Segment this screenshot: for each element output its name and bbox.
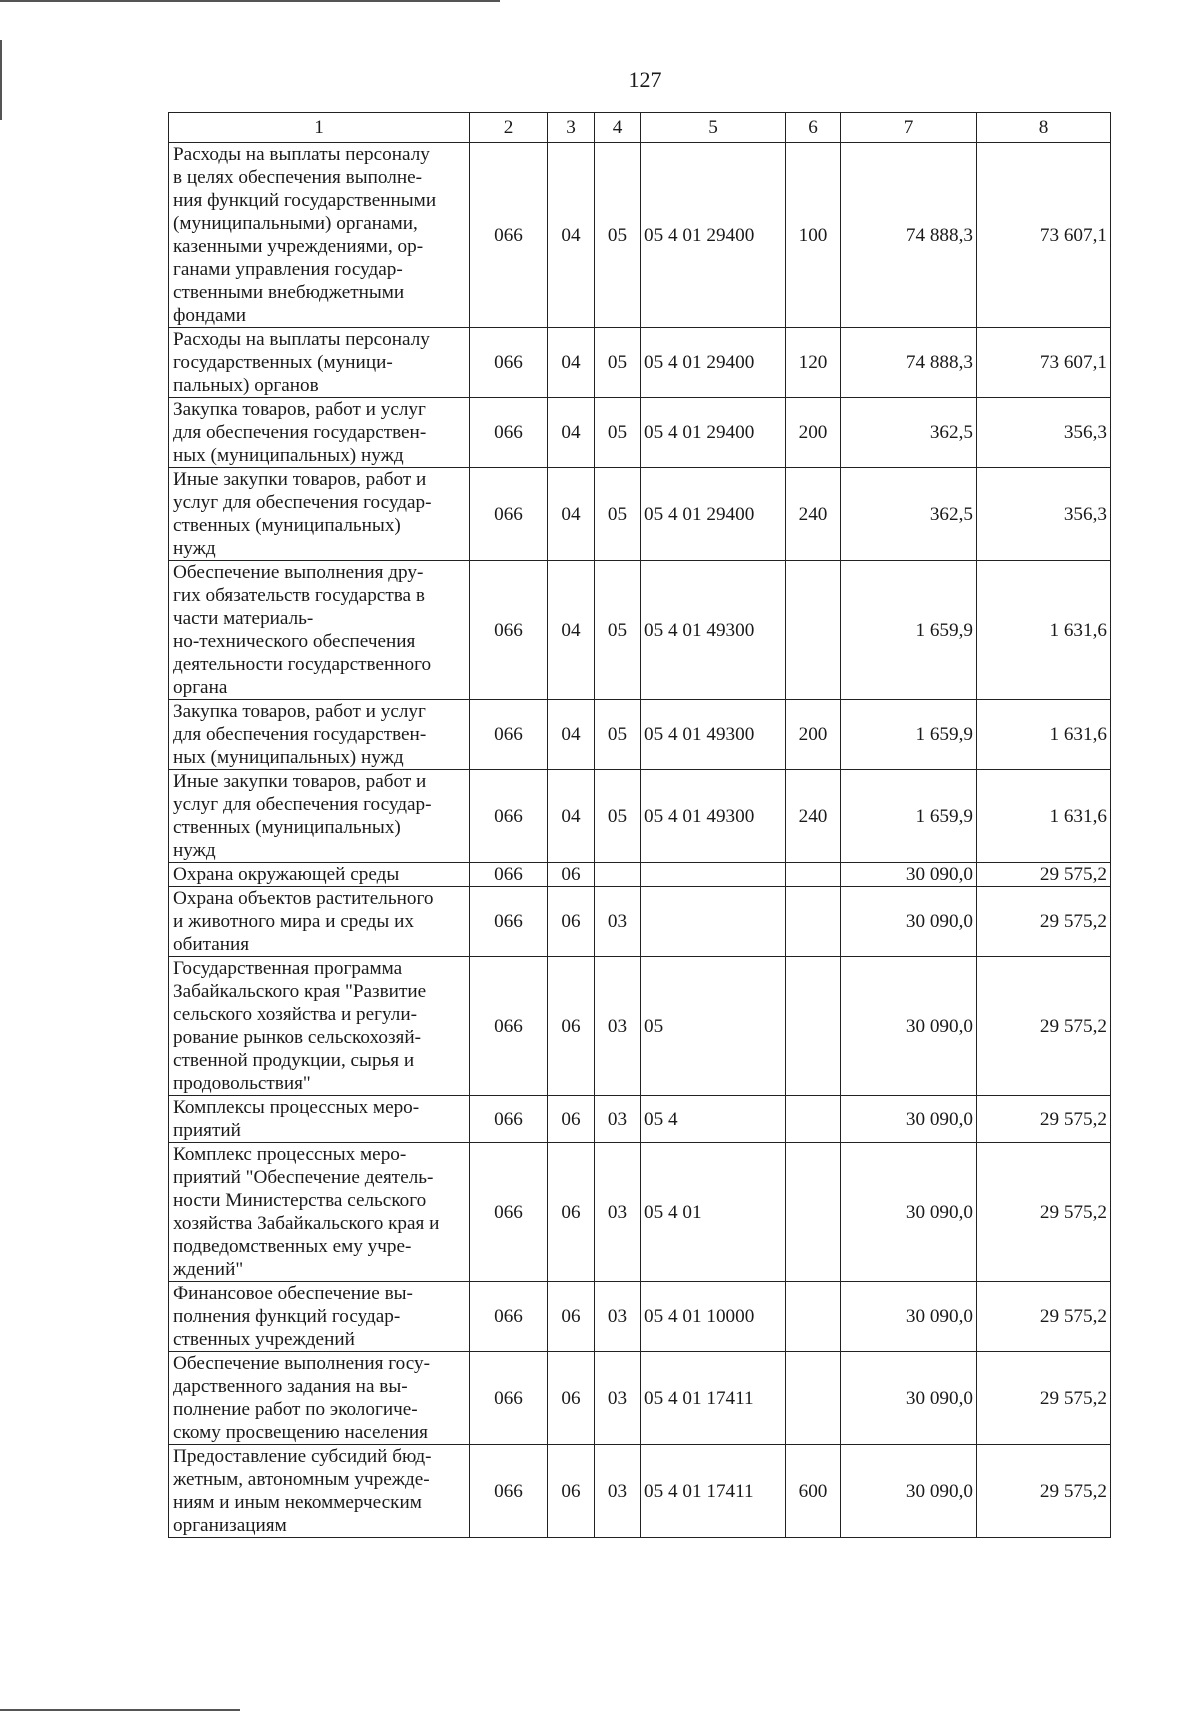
subsection-code-cell: [595, 863, 641, 887]
target-article-cell: 05 4: [641, 1096, 786, 1143]
column-header-6: 6: [786, 113, 841, 143]
subsection-code-cell: 05: [595, 700, 641, 770]
subsection-code-cell: 03: [595, 1096, 641, 1143]
table-body: [169, 143, 1111, 1538]
amount-year2-cell: 356,3: [977, 468, 1111, 561]
department-code-cell: 066: [470, 1282, 548, 1352]
section-code-cell: 04: [548, 700, 595, 770]
amount-year1-cell: 1 659,9: [841, 770, 977, 863]
subsection-code-cell: 05: [595, 468, 641, 561]
department-code-cell: 066: [470, 957, 548, 1096]
target-article-cell: 05 4 01 17411: [641, 1352, 786, 1445]
row-name-cell: Иные закупки товаров, работ и услуг для обеспечения государ- ственных (муниципальных) нужд: [169, 468, 470, 561]
section-code-cell: 06: [548, 1096, 595, 1143]
target-article-cell: 05 4 01 29400: [641, 328, 786, 398]
row-name-cell: Иные закупки товаров, работ и услуг для обеспечения государ- ственных (муниципальных) нужд: [169, 770, 470, 863]
subsection-code-cell: 03: [595, 887, 641, 957]
target-article-cell: 05 4 01 49300: [641, 561, 786, 700]
subsection-code-cell: 05: [595, 398, 641, 468]
row-name-cell: Комплекс процессных меро- приятий "Обеспечение деятель- ности Министерства сельского хозяйства Забайкальского края и подведомственных ему учре- ждений": [169, 1143, 470, 1282]
subsection-code-cell: 03: [595, 1143, 641, 1282]
target-article-cell: [641, 887, 786, 957]
scan-edge-mark-top: [0, 0, 500, 2]
department-code-cell: 066: [470, 863, 548, 887]
expense-type-cell: [786, 1282, 841, 1352]
subsection-code-cell: 03: [595, 1282, 641, 1352]
table-row: [169, 328, 1111, 398]
amount-year2-cell: 29 575,2: [977, 1143, 1111, 1282]
amount-year2-cell: 1 631,6: [977, 700, 1111, 770]
target-article-cell: 05 4 01 29400: [641, 398, 786, 468]
target-article-cell: 05 4 01 29400: [641, 143, 786, 328]
section-code-cell: 06: [548, 1352, 595, 1445]
column-header-2: 2: [470, 113, 548, 143]
row-name-cell: Закупка товаров, работ и услуг для обеспечения государствен- ных (муниципальных) нужд: [169, 398, 470, 468]
expense-type-cell: 600: [786, 1445, 841, 1538]
amount-year1-cell: 1 659,9: [841, 700, 977, 770]
section-code-cell: 06: [548, 1143, 595, 1282]
row-name-cell: Финансовое обеспечение вы- полнения функций государ- ственных учреждений: [169, 1282, 470, 1352]
department-code-cell: 066: [470, 887, 548, 957]
row-name-cell: Комплексы процессных меро- приятий: [169, 1096, 470, 1143]
column-header-8: 8: [977, 113, 1111, 143]
row-name-cell: Обеспечение выполнения госу- дарственного задания на вы- полнение работ по экологиче- скому просвещению населения: [169, 1352, 470, 1445]
department-code-cell: 066: [470, 770, 548, 863]
amount-year2-cell: 29 575,2: [977, 887, 1111, 957]
amount-year2-cell: 29 575,2: [977, 957, 1111, 1096]
expense-type-cell: [786, 1096, 841, 1143]
target-article-cell: 05 4 01 29400: [641, 468, 786, 561]
row-name-cell: Охрана объектов растительного и животного мира и среды их обитания: [169, 887, 470, 957]
amount-year2-cell: 1 631,6: [977, 561, 1111, 700]
expense-type-cell: [786, 561, 841, 700]
department-code-cell: 066: [470, 1445, 548, 1538]
table-row: [169, 468, 1111, 561]
subsection-code-cell: 03: [595, 1445, 641, 1538]
subsection-code-cell: 05: [595, 143, 641, 328]
department-code-cell: 066: [470, 1096, 548, 1143]
row-name-cell: Закупка товаров, работ и услуг для обеспечения государствен- ных (муниципальных) нужд: [169, 700, 470, 770]
table-row: [169, 561, 1111, 700]
target-article-cell: 05 4 01 17411: [641, 1445, 786, 1538]
target-article-cell: 05 4 01 10000: [641, 1282, 786, 1352]
section-code-cell: 04: [548, 143, 595, 328]
expense-type-cell: 100: [786, 143, 841, 328]
amount-year2-cell: 73 607,1: [977, 328, 1111, 398]
amount-year2-cell: 29 575,2: [977, 1352, 1111, 1445]
section-code-cell: 04: [548, 398, 595, 468]
table-row: [169, 770, 1111, 863]
amount-year1-cell: 30 090,0: [841, 863, 977, 887]
department-code-cell: 066: [470, 398, 548, 468]
table-row: [169, 1352, 1111, 1445]
amount-year1-cell: 30 090,0: [841, 957, 977, 1096]
table-row: [169, 700, 1111, 770]
table-row: [169, 1096, 1111, 1143]
target-article-cell: 05 4 01: [641, 1143, 786, 1282]
amount-year1-cell: 30 090,0: [841, 887, 977, 957]
target-article-cell: 05 4 01 49300: [641, 770, 786, 863]
amount-year1-cell: 30 090,0: [841, 1282, 977, 1352]
budget-table: [168, 112, 1111, 1538]
amount-year2-cell: 1 631,6: [977, 770, 1111, 863]
section-code-cell: 06: [548, 863, 595, 887]
amount-year1-cell: 1 659,9: [841, 561, 977, 700]
expense-type-cell: [786, 1143, 841, 1282]
amount-year2-cell: 73 607,1: [977, 143, 1111, 328]
row-name-cell: Охрана окружающей среды: [169, 863, 470, 887]
amount-year2-cell: 29 575,2: [977, 1096, 1111, 1143]
table-row: [169, 1445, 1111, 1538]
department-code-cell: 066: [470, 561, 548, 700]
expense-type-cell: 120: [786, 328, 841, 398]
amount-year2-cell: 29 575,2: [977, 1282, 1111, 1352]
department-code-cell: 066: [470, 468, 548, 561]
table-row: [169, 1143, 1111, 1282]
amount-year1-cell: 362,5: [841, 398, 977, 468]
row-name-cell: Обеспечение выполнения дру- гих обязательств государства в части материаль- но-технического обеспечения деятельности государственного органа: [169, 561, 470, 700]
amount-year1-cell: 30 090,0: [841, 1352, 977, 1445]
section-code-cell: 04: [548, 770, 595, 863]
amount-year1-cell: 30 090,0: [841, 1143, 977, 1282]
row-name-cell: Расходы на выплаты персоналу государственных (муници- пальных) органов: [169, 328, 470, 398]
row-name-cell: Предоставление субсидий бюд- жетным, автономным учрежде- ниям и иным некоммерческим организациям: [169, 1445, 470, 1538]
target-article-cell: [641, 863, 786, 887]
subsection-code-cell: 05: [595, 770, 641, 863]
section-code-cell: 04: [548, 328, 595, 398]
subsection-code-cell: 03: [595, 957, 641, 1096]
scan-edge-mark-bottom: [0, 1709, 240, 1711]
amount-year1-cell: 30 090,0: [841, 1445, 977, 1538]
subsection-code-cell: 05: [595, 328, 641, 398]
row-name-cell: Расходы на выплаты персоналу в целях обеспечения выполне- ния функций государственными (муниципальными) органами, казенными учреждениями, ор- ганами управления государ- ственными внебюджетными фондами: [169, 143, 470, 328]
expense-type-cell: 240: [786, 468, 841, 561]
table-row: [169, 863, 1111, 887]
table-row: [169, 887, 1111, 957]
column-header-1: 1: [169, 113, 470, 143]
department-code-cell: 066: [470, 1143, 548, 1282]
column-header-5: 5: [641, 113, 786, 143]
subsection-code-cell: 03: [595, 1352, 641, 1445]
expense-type-cell: 240: [786, 770, 841, 863]
department-code-cell: 066: [470, 328, 548, 398]
section-code-cell: 04: [548, 561, 595, 700]
amount-year1-cell: 74 888,3: [841, 143, 977, 328]
expense-type-cell: [786, 957, 841, 1096]
section-code-cell: 04: [548, 468, 595, 561]
expense-type-cell: [786, 1352, 841, 1445]
subsection-code-cell: 05: [595, 561, 641, 700]
target-article-cell: 05: [641, 957, 786, 1096]
target-article-cell: 05 4 01 49300: [641, 700, 786, 770]
department-code-cell: 066: [470, 143, 548, 328]
section-code-cell: 06: [548, 1282, 595, 1352]
amount-year2-cell: 29 575,2: [977, 1445, 1111, 1538]
amount-year1-cell: 362,5: [841, 468, 977, 561]
table-row: [169, 143, 1111, 328]
expense-type-cell: 200: [786, 398, 841, 468]
department-code-cell: 066: [470, 700, 548, 770]
section-code-cell: 06: [548, 957, 595, 1096]
amount-year1-cell: 74 888,3: [841, 328, 977, 398]
column-header-7: 7: [841, 113, 977, 143]
expense-type-cell: 200: [786, 700, 841, 770]
table-row: [169, 1282, 1111, 1352]
department-code-cell: 066: [470, 1352, 548, 1445]
table-header-row: [169, 113, 1111, 143]
row-name-cell: Государственная программа Забайкальского края "Развитие сельского хозяйства и регули- рование рынков сельскохозяй- ственной продукции, сырья и продовольствия": [169, 957, 470, 1096]
section-code-cell: 06: [548, 887, 595, 957]
section-code-cell: 06: [548, 1445, 595, 1538]
expense-type-cell: [786, 887, 841, 957]
page-number: 127: [628, 67, 662, 92]
table-row: [169, 398, 1111, 468]
expense-type-cell: [786, 863, 841, 887]
amount-year2-cell: 356,3: [977, 398, 1111, 468]
amount-year1-cell: 30 090,0: [841, 1096, 977, 1143]
amount-year2-cell: 29 575,2: [977, 863, 1111, 887]
column-header-3: 3: [548, 113, 595, 143]
table-row: [169, 957, 1111, 1096]
column-header-4: 4: [595, 113, 641, 143]
